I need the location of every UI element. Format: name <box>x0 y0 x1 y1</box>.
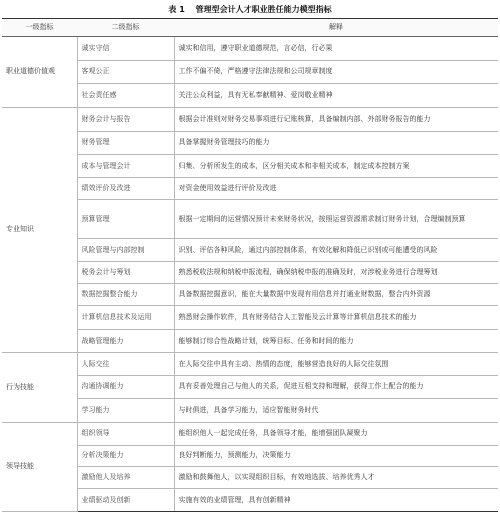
indicator-explanation: 诚实和信用，遵守职业道德规范，言必信，行必果 <box>174 37 498 61</box>
level2-indicator: 组织领导 <box>77 422 174 445</box>
table-row <box>2 422 498 445</box>
table-row <box>2 131 498 155</box>
table-row <box>2 398 498 422</box>
indicator-explanation: 工作不偏不倚，严格遵守法律法规和公司规章制度 <box>174 60 498 83</box>
table-title: 管理型会计人才职业胜任能力模型指标 <box>195 5 332 14</box>
table-row <box>2 330 498 353</box>
indicator-explanation: 熟悉财会操作软件，具有财务结合人工智能及云计算等计算机信息技术的能力 <box>174 306 498 330</box>
level2-indicator: 税务会计与筹划 <box>77 261 174 283</box>
indicator-explanation: 良好判断能力，预测能力，决策能力 <box>174 445 498 467</box>
level2-indicator: 财务管理 <box>77 131 174 155</box>
indicator-explanation: 对资金使用效益进行评价及改进 <box>174 178 498 200</box>
table-number: 表 1 <box>168 5 185 14</box>
level1-indicator: 行为技能 <box>2 353 77 423</box>
indicator-explanation: 与时俱进，具备学习能力，适应智能财务时代 <box>174 398 498 422</box>
indicator-explanation: 能组织他人一起完成任务，具备领导才能，能增强团队凝聚力 <box>174 422 498 445</box>
indicator-explanation: 归集、分析所发生的成本，区分相关成本和非相关成本，制定成本控制方案 <box>174 155 498 178</box>
header-level2: 二级指标 <box>77 19 174 37</box>
indicator-explanation: 识别、评估各种风险，通过内部控制体系，有效化解和降低已识别或可能遭受的风险 <box>174 239 498 262</box>
level2-indicator: 数据挖掘整合能力 <box>77 283 174 306</box>
level2-indicator: 绩效评价及改进 <box>77 178 174 200</box>
level2-indicator: 风险管理与内部控制 <box>77 239 174 262</box>
indicator-explanation: 具备数据挖掘意识，能在大量数据中发现有用信息并打通业财数据，整合内外资源 <box>174 283 498 306</box>
indicator-explanation: 实施有效的业绩管理，具有创新精神 <box>174 489 498 512</box>
level2-indicator: 预算管理 <box>77 199 174 238</box>
table-row <box>2 306 498 330</box>
table-row <box>2 467 498 489</box>
level2-indicator: 激励他人及培养 <box>77 467 174 489</box>
level2-indicator: 战略管理能力 <box>77 330 174 353</box>
table-row <box>2 489 498 512</box>
level2-indicator: 客观公正 <box>77 60 174 83</box>
table-row <box>2 60 498 83</box>
table-row <box>2 261 498 283</box>
table-row <box>2 107 498 131</box>
header-explanation: 解释 <box>174 19 498 37</box>
level2-indicator: 成本与管理会计 <box>77 155 174 178</box>
level2-indicator: 社会责任感 <box>77 83 174 107</box>
header-level1: 一级指标 <box>2 19 77 37</box>
indicator-explanation: 熟悉税收法规和纳税申报流程，确保纳税申报的准确及时，对涉税业务进行合理筹划 <box>174 261 498 283</box>
indicator-explanation: 根据会计准则对财务交易事项进行记账核算，具备编制内部、外部财务报告的能力 <box>174 107 498 131</box>
indicator-explanation: 激励和鼓舞他人，以实现组织目标，有效地选拔、培养优秀人才 <box>174 467 498 489</box>
level2-indicator: 财务会计与报告 <box>77 107 174 131</box>
level1-indicator: 专业知识 <box>2 107 77 353</box>
table-row <box>2 283 498 306</box>
table-row <box>2 83 498 107</box>
level2-indicator: 沟通协调能力 <box>77 376 174 399</box>
level2-indicator: 分析决策能力 <box>77 445 174 467</box>
table-row <box>2 353 498 376</box>
table-row <box>2 155 498 178</box>
indicator-explanation: 具有妥善处理自己与他人的关系，促进互相支持和理解，获得工作上配合的能力 <box>174 376 498 399</box>
indicator-explanation: 关注公众利益，具有无私奉献精神、爱岗敬业精神 <box>174 83 498 107</box>
table-row <box>2 445 498 467</box>
indicator-explanation: 在人际交往中具有主动、热情的态度，能够营造良好的人际交往氛围 <box>174 353 498 376</box>
level2-indicator: 人际交往 <box>77 353 174 376</box>
table-row <box>2 239 498 262</box>
table-row <box>2 178 498 200</box>
level2-indicator: 学习能力 <box>77 398 174 422</box>
level1-indicator: 领导技能 <box>2 422 77 511</box>
table-caption <box>0 4 500 15</box>
indicator-explanation: 具备掌握财务管理技巧的能力 <box>174 131 498 155</box>
table-row <box>2 37 498 61</box>
table-row <box>2 199 498 238</box>
indicator-explanation: 根据一定期间的运营情况预计未来财务状况，按照运营资源需求制订财务计划，合理编制预算 <box>174 199 498 238</box>
level2-indicator: 诚实守信 <box>77 37 174 61</box>
level1-indicator: 职业道德价值观 <box>2 37 77 108</box>
level2-indicator: 业绩驱动及创新 <box>77 489 174 512</box>
competency-model-table <box>2 18 498 512</box>
level2-indicator: 计算机信息技术及运用 <box>77 306 174 330</box>
table-body <box>2 37 498 512</box>
table-header-row <box>2 19 498 37</box>
indicator-explanation: 能够制订综合性战略计划，统筹目标、任务和时间的能力 <box>174 330 498 353</box>
table-row <box>2 376 498 399</box>
